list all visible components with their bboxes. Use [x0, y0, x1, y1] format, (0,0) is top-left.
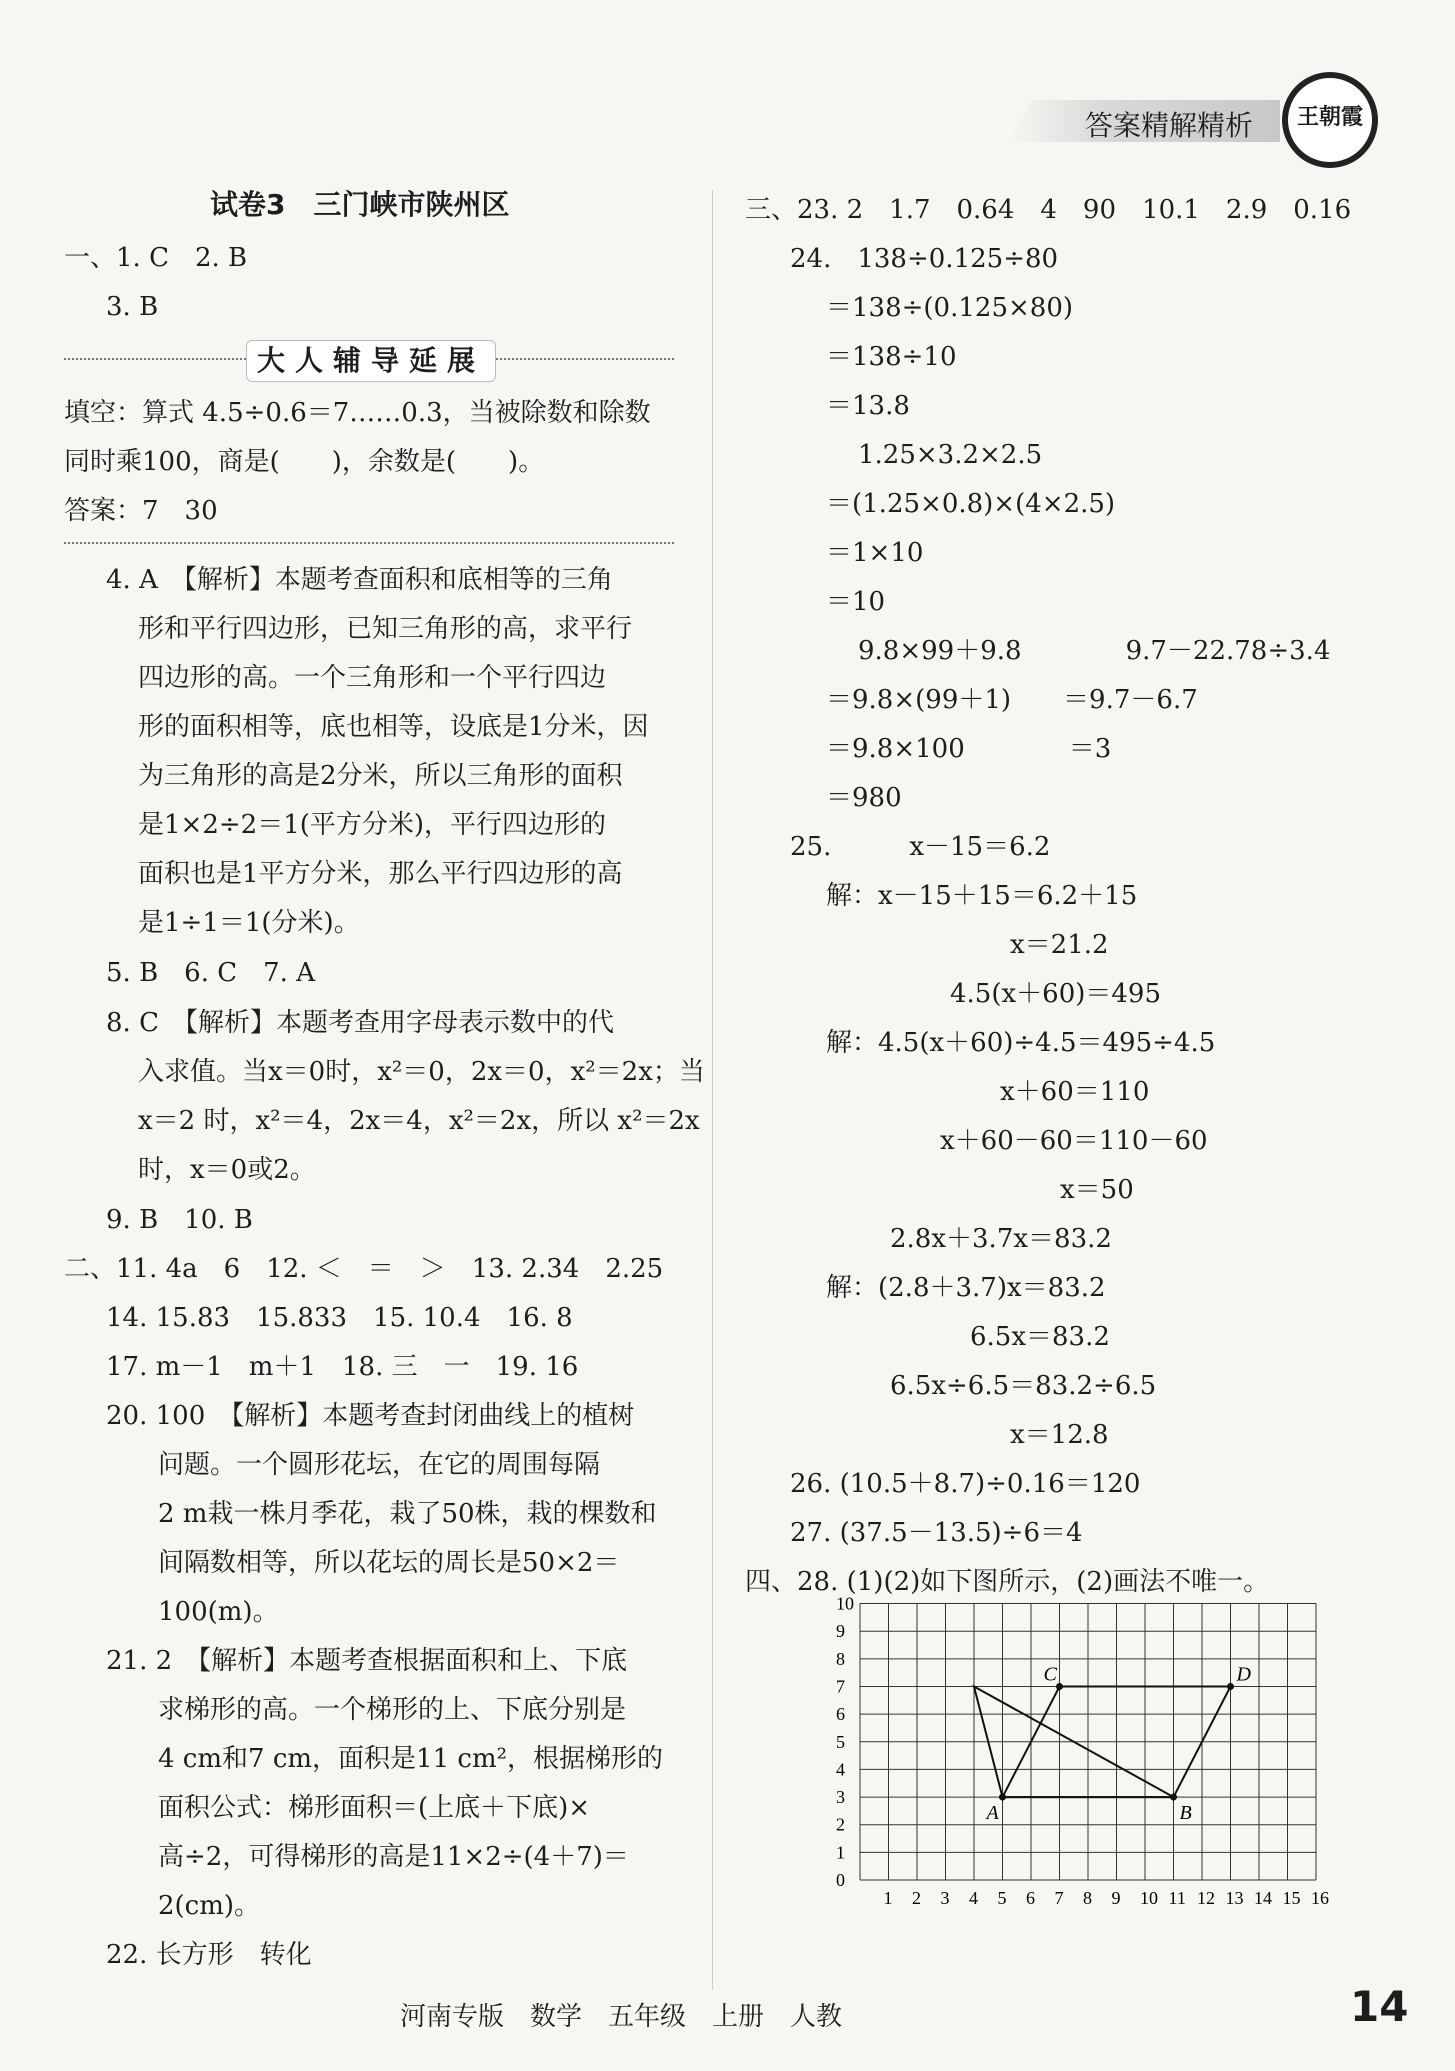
answer-line: ＝13.8 — [826, 391, 910, 421]
answer-line: 4 cm和7 cm，面积是11 cm²，根据梯形的 — [158, 1744, 664, 1774]
x-tick-label: 16 — [1311, 1888, 1329, 1908]
answer-line: 四边形的高。一个三角形和一个平行四边 — [138, 663, 607, 693]
x-tick-label: 8 — [1083, 1888, 1092, 1908]
answer-line: x＝2 时，x²＝4，2x＝4，x²＝2x，所以 x²＝2x — [138, 1106, 700, 1136]
x-tick-label: 7 — [1054, 1888, 1064, 1908]
x-tick-label: 14 — [1254, 1888, 1272, 1908]
answer-line: 解：4.5(x＋60)÷4.5＝495÷4.5 — [826, 1028, 1216, 1058]
answer-line: 四、28. (1)(2)如下图所示，(2)画法不唯一。 — [745, 1567, 1270, 1597]
answer-line: 是1÷1＝1(分米)。 — [138, 908, 360, 938]
brand-logo — [1282, 72, 1378, 168]
answer-line: 9. B 10. B — [106, 1205, 253, 1235]
x-tick-label: 13 — [1225, 1888, 1244, 1908]
vertex-label: B — [1179, 1802, 1192, 1825]
answer-line: 时，x＝0或2。 — [138, 1155, 316, 1185]
answer-line: x＋60＝110 — [1000, 1077, 1150, 1107]
answer-line: ＝1×10 — [826, 538, 924, 568]
x-tick-label: 12 — [1197, 1888, 1215, 1908]
extension-line: 填空：算式 4.5÷0.6＝7……0.3，当被除数和除数 — [64, 398, 651, 428]
answer-line: 入求值。当x＝0时，x²＝0，2x＝0，x²＝2x；当 — [138, 1057, 705, 1087]
answer-line: 22. 长方形 转化 — [106, 1940, 312, 1970]
answer-line: 求梯形的高。一个梯形的上、下底分别是 — [158, 1695, 627, 1725]
answer-line: x＋60－60＝110－60 — [940, 1126, 1208, 1156]
y-tick-label: 4 — [836, 1759, 845, 1780]
answer-line: 4. A 【解析】本题考查面积和底相等的三角 — [106, 565, 613, 595]
answer-line: 形的面积相等，底也相等，设底是1分米，因 — [138, 712, 649, 742]
answer-line: 解：(2.8＋3.7)x＝83.2 — [826, 1273, 1106, 1303]
vertex-label: D — [1236, 1663, 1251, 1686]
answer-line: 26. (10.5＋8.7)÷0.16＝120 — [790, 1469, 1141, 1499]
answer-line: 1.25×3.2×2.5 — [858, 440, 1043, 470]
x-tick-label: 5 — [997, 1888, 1007, 1908]
coordinate-grid — [820, 1593, 1340, 1920]
answer-line: 27. (37.5－13.5)÷6＝4 — [790, 1518, 1083, 1548]
extension-line: 答案：7 30 — [64, 496, 218, 526]
header-title: 答案精解精析 — [1085, 109, 1254, 142]
extension-title: 大人辅导延展 — [246, 340, 496, 382]
answer-line: 14. 15.83̇ 15.833 15. 10.4 16. 8 — [106, 1303, 573, 1333]
vertex-label: A — [986, 1802, 999, 1825]
answer-line: 24. 138÷0.125÷80 — [790, 244, 1059, 274]
x-tick-label: 4 — [969, 1888, 978, 1908]
y-tick-label: 0 — [836, 1870, 845, 1890]
answer-line: 6.5x÷6.5＝83.2÷6.5 — [890, 1371, 1157, 1401]
x-tick-label: 3 — [940, 1888, 950, 1908]
answer-line: 17. m－1 m＋1 18. 三 一 19. 16 — [106, 1352, 579, 1382]
answer-line: ＝980 — [826, 783, 902, 813]
answer-line: 为三角形的高是2分米，所以三角形的面积 — [138, 761, 623, 791]
answer-line: ＝9.8×100 ＝3 — [826, 734, 1112, 764]
x-tick-label: 1 — [883, 1888, 893, 1908]
column-divider — [712, 190, 713, 1990]
answer-line: 面积公式：梯形面积＝(上底＋下底)× — [158, 1793, 591, 1823]
x-tick-label: 10 — [1140, 1888, 1158, 1908]
x-tick-label: 6 — [1026, 1888, 1035, 1908]
page-number: 14 — [1350, 1982, 1409, 2031]
answer-line: 2.8x＋3.7x＝83.2 — [890, 1224, 1112, 1254]
answer-line: 解：x－15＋15＝6.2＋15 — [826, 881, 1138, 911]
x-tick-label: 11 — [1168, 1888, 1186, 1908]
answer-line: 2 m栽一株月季花，栽了50株，栽的棵数和 — [158, 1499, 657, 1529]
y-tick-label: 6 — [836, 1704, 845, 1725]
answer-line: 形和平行四边形，已知三角形的高，求平行 — [138, 614, 633, 644]
answer-line: ＝9.8×(99＋1) ＝9.7－6.7 — [826, 685, 1198, 715]
answer-line: 20. 100 【解析】本题考查封闭曲线上的植树 — [106, 1401, 635, 1431]
answer-line: 2(cm)。 — [158, 1891, 261, 1921]
answer-line: 高÷2，可得梯形的高是11×2÷(4＋7)＝ — [158, 1842, 629, 1872]
answer-line: 100(m)。 — [158, 1597, 279, 1627]
footer-text: 河南专版 数学 五年级 上册 人教 — [400, 2002, 843, 2032]
vertex-point — [1227, 1683, 1234, 1690]
answer-line: ＝138÷10 — [826, 342, 957, 372]
y-tick-label: 8 — [836, 1648, 845, 1669]
y-tick-label: 2 — [836, 1814, 845, 1835]
x-tick-label: 2 — [912, 1888, 921, 1908]
answer-line: 8. C 【解析】本题考查用字母表示数中的代 — [106, 1008, 614, 1038]
answer-line: 4.5(x＋60)＝495 — [950, 979, 1162, 1009]
answer-line: 二、11. 4a 6 12. ＜ ＝ ＞ 13. 2.34 2.25 — [64, 1254, 664, 1284]
y-tick-label: 1 — [836, 1842, 845, 1863]
answer-line: 9.8×99＋9.8 9.7－22.78÷3.4 — [858, 636, 1331, 666]
y-tick-label: 7 — [836, 1676, 845, 1697]
y-tick-label: 10 — [836, 1593, 854, 1614]
vertex-point — [1170, 1794, 1177, 1801]
answer-line: x＝12.8 — [1010, 1420, 1109, 1450]
answer-line: x＝50 — [1060, 1175, 1134, 1205]
coordinate-grid-figure — [820, 1593, 1340, 1924]
answer-line: 一、1. C 2. B — [64, 243, 248, 273]
answer-line: 25. x－15＝6.2 — [790, 832, 1051, 862]
vertex-point — [999, 1794, 1006, 1801]
y-tick-label: 5 — [836, 1731, 845, 1752]
vertex-label: C — [1043, 1663, 1057, 1686]
answer-line: ＝(1.25×0.8)×(4×2.5) — [826, 489, 1116, 519]
y-tick-label: 3 — [836, 1787, 845, 1808]
answer-line: 是1×2÷2＝1(平方分米)，平行四边形的 — [138, 810, 607, 840]
answer-line: 3. B — [106, 292, 159, 322]
y-tick-label: 9 — [836, 1621, 845, 1642]
answer-line: 问题。一个圆形花坛，在它的周围每隔 — [158, 1450, 601, 1480]
x-tick-label: 9 — [1111, 1888, 1121, 1908]
answer-line: ＝138÷(0.125×80) — [826, 293, 1074, 323]
answer-line: 21. 2 【解析】本题考查根据面积和上、下底 — [106, 1646, 628, 1676]
logo-text: 王朝霞 — [1296, 105, 1363, 130]
answer-line: 6.5x＝83.2 — [970, 1322, 1110, 1352]
section-heading: 试卷3 三门峡市陕州区 — [210, 188, 510, 221]
answer-line: 间隔数相等，所以花坛的周长是50×2＝ — [158, 1548, 620, 1578]
answer-line: 三、23. 2 1.7 0.64 4 90 10.1 2.9 0.16 — [745, 195, 1352, 225]
answer-line: 5. B 6. C 7. A — [106, 958, 315, 988]
extension-line: 同时乘100，商是( )，余数是( )。 — [64, 447, 545, 477]
answer-line: ＝10 — [826, 587, 886, 617]
vertex-point — [1056, 1683, 1063, 1690]
answer-line: x＝21.2 — [1010, 930, 1109, 960]
divider — [64, 542, 674, 544]
x-tick-label: 15 — [1282, 1888, 1301, 1908]
answer-line: 面积也是1平方分米，那么平行四边形的高 — [138, 859, 623, 889]
